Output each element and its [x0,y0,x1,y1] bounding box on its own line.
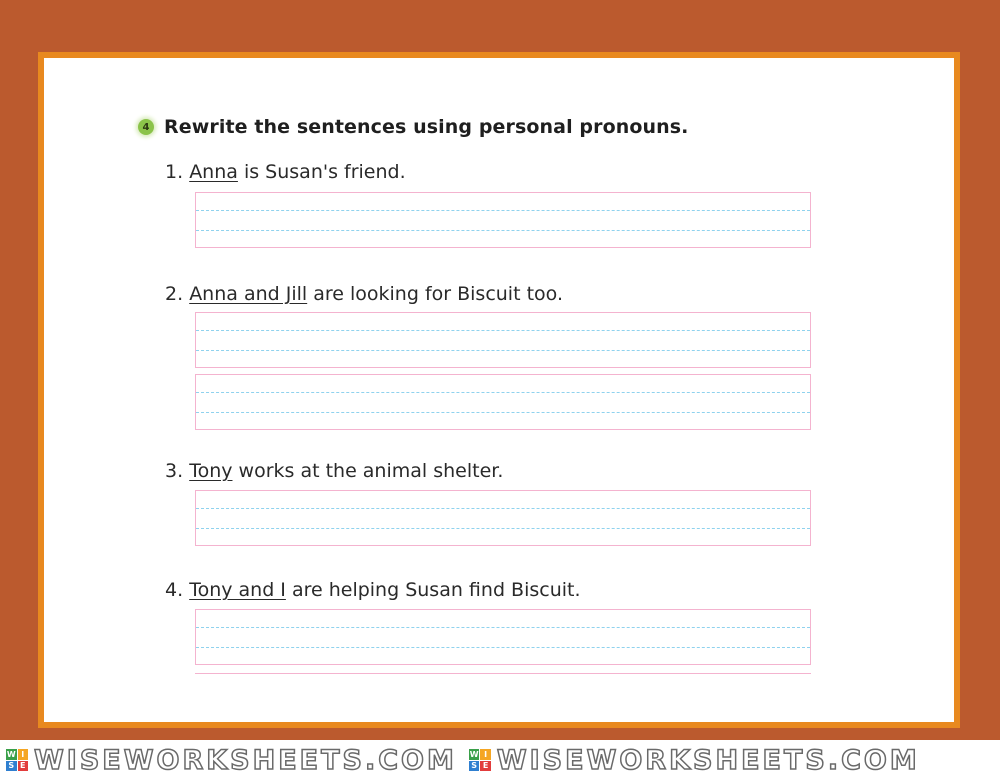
question-number: 4. [165,579,184,601]
question-text: are looking for Biscuit too. [307,283,563,305]
wise-logo-icon: W I S E [6,749,28,771]
answer-box-4[interactable] [195,609,811,665]
brand-logo-1[interactable] [6,745,457,776]
answer-box-1[interactable] [195,192,811,248]
wise-logo-icon: W I S E [469,749,491,771]
answer-box-2a[interactable] [195,312,811,368]
question-1 [165,161,406,183]
answer-box-3[interactable] [195,490,811,546]
brand-logo-2[interactable] [469,745,920,776]
question-text: works at the animal shelter. [232,460,504,482]
answer-box-5-partial [195,673,811,674]
question-4 [165,579,581,601]
underlined-subject: Tony [189,460,233,482]
underlined-subject: Tony and I [189,579,286,601]
brand-text: WISEWORKSHEETS.COM [496,744,920,776]
exercise-heading [138,116,689,138]
exercise-number-badge: 4 [138,119,154,135]
question-3 [165,460,503,482]
question-number: 2. [165,283,184,305]
underlined-subject: Anna [189,161,238,183]
brand-text: WISEWORKSHEETS.COM [34,744,457,776]
question-number: 1. [165,161,184,183]
exercise-instruction: Rewrite the sentences using personal pronouns. [164,116,689,138]
question-number: 3. [165,460,184,482]
question-text: are helping Susan find Biscuit. [285,579,581,601]
answer-box-2b[interactable] [195,374,811,430]
footer-watermark [0,740,1000,780]
question-2 [165,283,563,305]
question-text: is Susan's friend. [237,161,406,183]
underlined-subject: Anna and Jill [189,283,308,305]
